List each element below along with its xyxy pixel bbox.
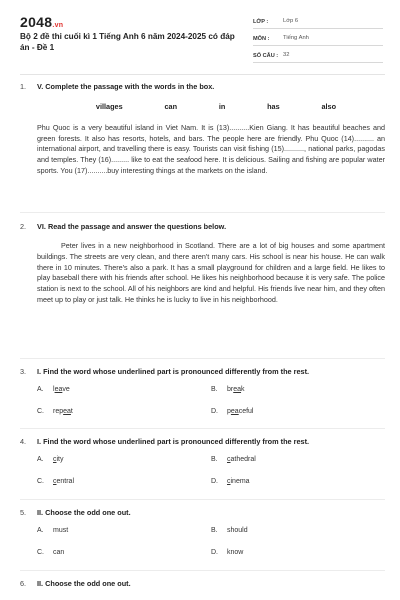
question-5 <box>20 508 385 559</box>
word-part: t <box>70 408 73 416</box>
question-separator <box>20 212 385 213</box>
question-number: 6. <box>20 579 27 588</box>
reading-passage: Peter lives in a new neighborhood in Scotland. There are a lot of big houses and some apartment buildings. The streets are very clean, and there aren't many cars. His school is near his house. He can walk there in 10 minutes. There's also a park. It has a small playground for children and a large field. He likes to play baseball there with his friends after school. He likes his neighborhood because it is very safe. The police station is next to the school. All of his neighbors are kind and helpful. His friends live near him, and they often meet up to play or just talk. He thinks he is lucky to live in his neighborhood. <box>37 240 385 304</box>
question-heading <box>20 437 385 448</box>
option-text: should <box>227 526 248 534</box>
question-separator <box>20 358 385 359</box>
option-text <box>53 385 70 396</box>
underlined-part: c <box>53 455 57 463</box>
underlined-part: ea <box>230 408 239 416</box>
word-part: k <box>241 385 245 393</box>
question-number: 4. <box>20 437 27 446</box>
question-1 <box>20 82 385 177</box>
exam-meta <box>253 14 383 65</box>
question-separator <box>20 570 385 571</box>
question-heading <box>20 222 385 233</box>
option-text <box>53 455 64 466</box>
question-separator <box>20 428 385 429</box>
word-part: inema <box>230 478 250 486</box>
word-item: in <box>218 101 226 111</box>
reading-passage: Phu Quoc is a very beautiful island in Viet Nam. It is (13)..........Kien Giang. It has beautiful beaches and green forests. It also has resorts, hotels, and bars. The people here are friendly. Phu Quoc (14).......... an international airport, and travelling there is easy. Tourists can visit fishing (15).........., national parks, pagodas and temples. They (16)......... like to eat the seafood here. It is delicious. Sailing and fishing are popular water sports. You (17)..........buy interesting things at the markets on the island. <box>37 122 385 176</box>
option-text: can <box>53 549 65 557</box>
option-letter: B. <box>211 455 218 463</box>
underlined-part: ea <box>54 385 63 393</box>
option-text <box>227 385 245 396</box>
option-letter: B. <box>211 526 218 534</box>
question-title: I. Find the word whose underlined part is pronounced differently from the rest. <box>37 437 310 446</box>
underlined-part: ea <box>63 408 71 416</box>
question-title: II. Choose the odd one out. <box>37 508 131 517</box>
word-part: athedral <box>230 455 256 463</box>
underlined-part: c <box>227 455 231 463</box>
meta-value: Lớp 6 <box>283 18 299 25</box>
option-letter: C. <box>37 408 44 416</box>
answer-option-c[interactable] <box>37 548 211 559</box>
option-letter: D. <box>211 408 218 416</box>
answer-option-b[interactable] <box>211 385 385 396</box>
question-heading <box>20 508 385 519</box>
word-part: rep <box>53 408 64 416</box>
option-text <box>227 455 256 466</box>
word-part: ity <box>56 455 64 463</box>
underlined-part: ea <box>233 385 242 393</box>
option-text <box>227 407 254 418</box>
option-letter: C. <box>37 478 44 486</box>
meta-row-count <box>253 48 383 63</box>
option-letter: A. <box>37 455 44 463</box>
logo-main: 2048 <box>20 14 53 30</box>
header-divider <box>20 74 385 75</box>
meta-row-class <box>253 14 383 29</box>
option-text <box>227 477 250 488</box>
word-item: has <box>267 101 280 111</box>
answer-option-c[interactable] <box>37 477 211 488</box>
option-text: must <box>53 526 69 534</box>
word-box <box>37 102 385 113</box>
question-heading <box>20 82 385 93</box>
question-number: 2. <box>20 222 27 231</box>
meta-label: MÔN : <box>253 35 270 42</box>
word-part: br <box>227 385 234 393</box>
meta-row-subject <box>253 31 383 46</box>
word-part: entral <box>56 478 75 486</box>
word-item: can <box>164 101 178 111</box>
meta-value: Tiếng Anh <box>283 35 309 42</box>
word-item: also <box>321 101 337 111</box>
option-text <box>53 407 73 418</box>
option-text <box>53 477 74 488</box>
option-letter: B. <box>211 385 218 393</box>
meta-label: LỚP : <box>253 18 269 25</box>
option-letter: D. <box>211 478 218 486</box>
answer-options <box>37 526 385 559</box>
answer-option-b[interactable] <box>211 455 385 466</box>
word-part: l <box>53 385 55 393</box>
underlined-part: c <box>227 478 231 486</box>
question-heading <box>20 367 385 378</box>
answer-option-d[interactable] <box>211 407 385 418</box>
answer-option-a[interactable] <box>37 455 211 466</box>
answer-option-d[interactable] <box>211 548 385 559</box>
question-title: II. Choose the odd one out. <box>37 579 131 588</box>
answer-options <box>37 385 385 418</box>
page-header <box>0 0 400 73</box>
option-letter: C. <box>37 549 44 557</box>
site-logo[interactable] <box>20 12 63 33</box>
question-number: 1. <box>20 82 27 91</box>
page-title: Bộ 2 đề thi cuối kì 1 Tiếng Anh 6 năm 2024-2025 có đáp án - Đề 1 <box>20 32 235 53</box>
word-part: ceful <box>238 408 254 416</box>
answer-option-a[interactable] <box>37 526 211 537</box>
question-heading <box>20 579 385 590</box>
question-title: VI. Read the passage and answer the questions below. <box>37 222 227 231</box>
option-text: know <box>227 549 244 557</box>
answer-option-d[interactable] <box>211 477 385 488</box>
answer-option-b[interactable] <box>211 526 385 537</box>
question-title: V. Complete the passage with the words in the box. <box>37 82 215 91</box>
question-separator <box>20 499 385 500</box>
question-6 <box>20 579 385 590</box>
underlined-part: c <box>53 478 57 486</box>
meta-value: 32 <box>283 52 290 59</box>
answer-option-a[interactable] <box>37 385 211 396</box>
question-number: 5. <box>20 508 27 517</box>
answer-options <box>37 455 385 488</box>
question-4 <box>20 437 385 488</box>
option-letter: D. <box>211 549 218 557</box>
question-title: I. Find the word whose underlined part is pronounced differently from the rest. <box>37 367 310 376</box>
word-item: villages <box>95 101 123 111</box>
option-letter: A. <box>37 526 44 534</box>
meta-label: SỐ CÂU : <box>253 52 279 59</box>
question-number: 3. <box>20 367 27 376</box>
option-letter: A. <box>37 385 44 393</box>
logo-suffix: .vn <box>52 22 64 29</box>
word-part: ve <box>62 385 70 393</box>
word-part: p <box>227 408 231 416</box>
answer-option-c[interactable] <box>37 407 211 418</box>
question-2 <box>20 222 385 306</box>
question-3 <box>20 367 385 418</box>
